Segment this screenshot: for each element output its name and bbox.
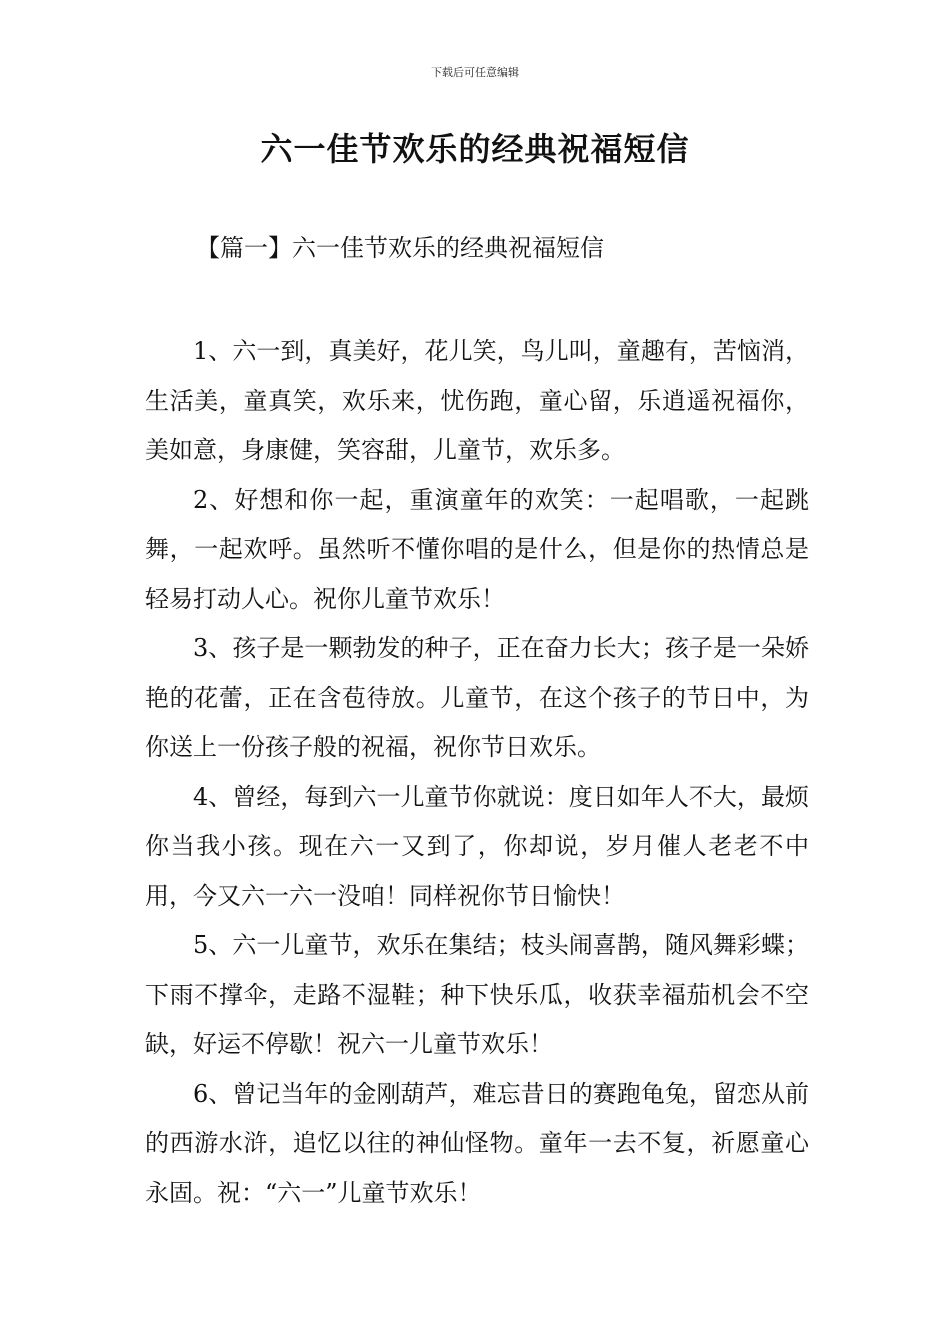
paragraph-3: 3、孩子是一颗勃发的种子，正在奋力长大；孩子是一朵娇艳的花蕾，正在含苞待放。儿童节，在这个孩子的节日中，为你送上一份孩子般的祝福，祝你节日欢乐。 (145, 634, 809, 761)
paragraph-2: 2、好想和你一起，重演童年的欢笑：一起唱歌，一起跳舞，一起欢呼。虽然听不懂你唱的是什么，但是你的热情总是轻易打动人心。祝你儿童节欢乐！ (145, 485, 809, 613)
header-note: 下载后可任意编辑 (431, 66, 519, 79)
document-body (145, 327, 809, 1218)
document-title: 六一佳节欢乐的经典祝福短信 (260, 130, 690, 168)
section-heading: 【篇一】六一佳节欢乐的经典祝福短信 (196, 234, 604, 262)
paragraph-1: 1、六一到，真美好，花儿笑，鸟儿叫，童趣有，苦恼消，生活美，童真笑，欢乐来，忧伤跑，童心留，乐逍遥祝福你，美如意，身康健，笑容甜，儿童节，欢乐多。 (145, 337, 809, 464)
paragraph-6: 6、曾记当年的金刚葫芦，难忘昔日的赛跑龟兔，留恋从前的西游水浒，追忆以往的神仙怪物。童年一去不复，祈愿童心永固。祝：“六一”儿童节欢乐！ (145, 1079, 809, 1207)
paragraph-5: 5、六一儿童节，欢乐在集结；枝头闹喜鹊，随风舞彩蝶；下雨不撑伞，走路不湿鞋；种下快乐瓜，收获幸福茄机会不空缺，好运不停歇！祝六一儿童节欢乐！ (145, 931, 809, 1058)
paragraph-4: 4、曾经，每到六一儿童节你就说：度日如年人不大，最烦你当我小孩。现在六一又到了，你却说，岁月催人老老不中用，今又六一六一没咱！同样祝你节日愉快！ (145, 782, 809, 910)
